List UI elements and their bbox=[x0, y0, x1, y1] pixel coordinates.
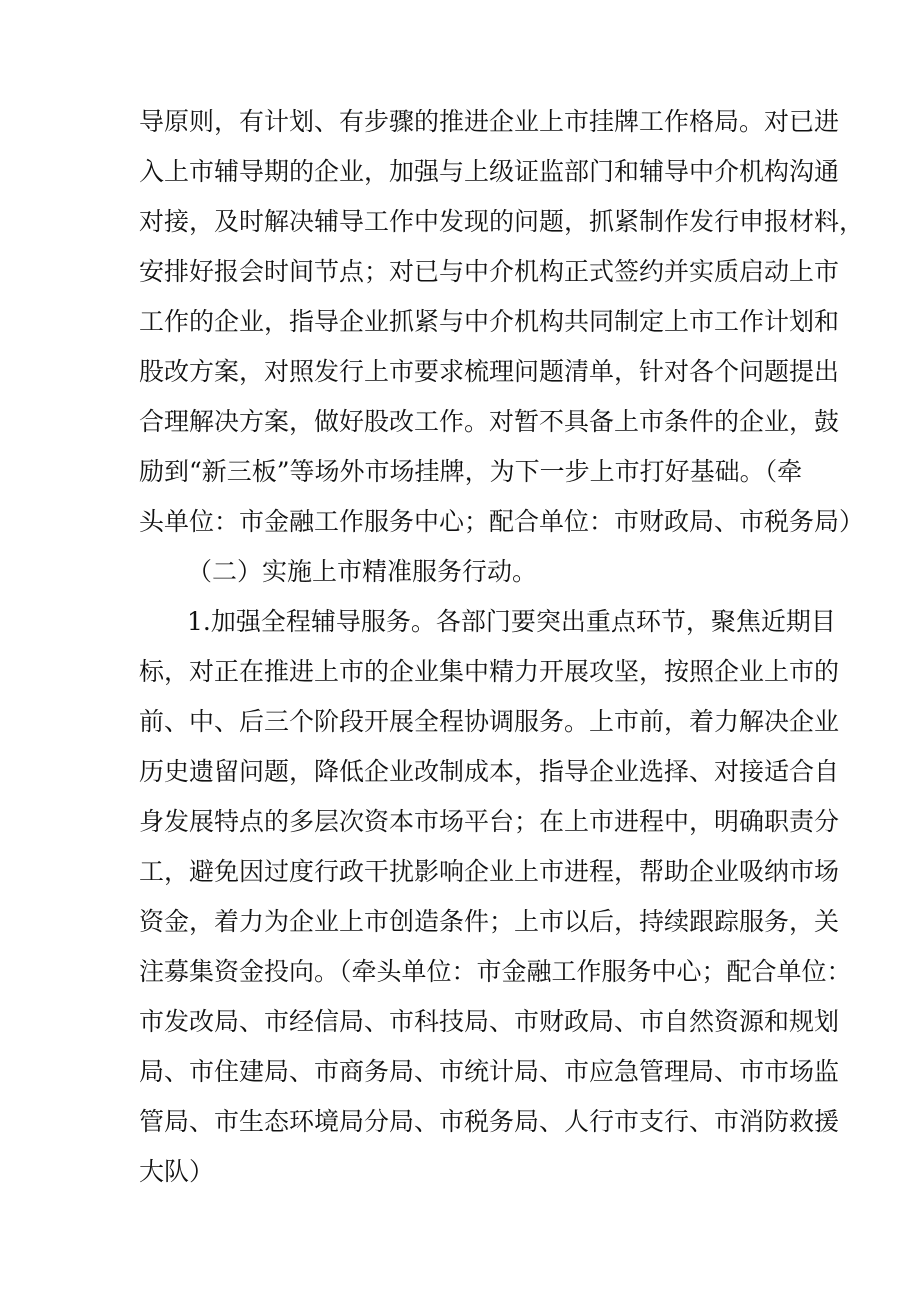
paragraph-line: 注募集资金投向。（牵头单位：市金融工作服务中心；配合单位： bbox=[139, 957, 852, 986]
paragraph-line: 安排好报会时间节点；对已与中介机构正式签约并实质启动上市 bbox=[139, 257, 840, 286]
paragraph-line: 头单位：市金融工作服务中心；配合单位：市财政局、市税务局） bbox=[139, 507, 865, 536]
paragraph-line: 对接，及时解决辅导工作中发现的问题，抓紧制作发行申报材料， bbox=[139, 207, 865, 236]
paragraph-line: 资金，着力为企业上市创造条件；上市以后，持续跟踪服务，关 bbox=[139, 907, 840, 936]
paragraph-line: 大队） bbox=[139, 1157, 215, 1186]
paragraph-line: 市发改局、市经信局、市科技局、市财政局、市自然资源和规划 bbox=[139, 1007, 840, 1036]
paragraph-line: 入上市辅导期的企业，加强与上级证监部门和辅导中介机构沟通 bbox=[139, 157, 840, 186]
paragraph-line: 局、市住建局、市商务局、市统计局、市应急管理局、市市场监 bbox=[139, 1057, 840, 1086]
paragraph-line: 前、中、后三个阶段开展全程协调服务。上市前，着力解决企业 bbox=[139, 707, 840, 736]
paragraph-line: 身发展特点的多层次资本市场平台；在上市进程中，明确职责分 bbox=[139, 807, 840, 836]
paragraph-line: 合理解决方案，做好股改工作。对暂不具备上市条件的企业，鼓 bbox=[139, 407, 840, 436]
paragraph-line: 工作的企业，指导企业抓紧与中介机构共同制定上市工作计划和 bbox=[139, 307, 840, 336]
paragraph-line: 标，对正在推进上市的企业集中精力开展攻坚，按照企业上市的 bbox=[139, 657, 840, 686]
paragraph-line: 导原则，有计划、有步骤的推进企业上市挂牌工作格局。对已进 bbox=[139, 107, 840, 136]
paragraph-line: 历史遗留问题，降低企业改制成本，指导企业选择、对接适合自 bbox=[139, 757, 840, 786]
paragraph-line: 工，避免因过度行政干扰影响企业上市进程，帮助企业吸纳市场 bbox=[139, 857, 840, 886]
section-heading: （二）实施上市精准服务行动。 bbox=[187, 557, 538, 586]
paragraph-line: 股改方案，对照发行上市要求梳理问题清单，针对各个问题提出 bbox=[139, 357, 840, 386]
paragraph-line: 励到“新三板”等场外市场挂牌，为下一步上市打好基础。（牵 bbox=[139, 457, 803, 486]
paragraph-line: 1.加强全程辅导服务。各部门要突出重点环节，聚焦近期目 bbox=[187, 607, 836, 636]
paragraph-line: 管局、市生态环境局分局、市税务局、人行市支行、市消防救援 bbox=[139, 1107, 840, 1136]
